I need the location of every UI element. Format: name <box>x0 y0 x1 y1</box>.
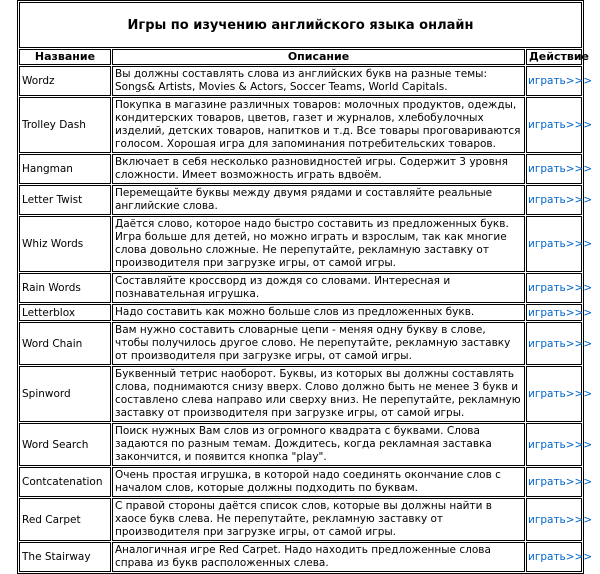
play-link[interactable]: играть>>> <box>528 388 593 400</box>
game-action-cell <box>526 97 593 153</box>
game-description: Вы должны составлять слова из английских букв на разные темы: Songs& Artists, Movies & Actors, Soccer Teams, World Capitals. <box>112 66 525 96</box>
game-action-cell <box>526 542 593 572</box>
game-action-cell <box>526 322 593 365</box>
game-description: Даётся слово, которое надо быстро составить из предложенных букв. Игра больше для детей, но можно играть и взрослым, так как многие слова довольно сложные. Не перепутайте, рекламную заставку от производителя при загрузке игры, от самой игры. <box>112 216 525 272</box>
game-name: Word Chain <box>19 322 111 365</box>
game-description: Включает в себя несколько разновидностей игры. Содержит 3 уровня сложности. Имеет возможность играть вдвоём. <box>112 154 525 184</box>
game-name: Letter Twist <box>19 185 111 215</box>
game-description: Составляйте кроссворд из дождя со словами. Интересная и познавательная игрушка. <box>112 273 525 303</box>
table-row <box>19 467 582 497</box>
table-row <box>19 423 582 466</box>
game-action-cell <box>526 423 593 466</box>
table-row <box>19 185 582 215</box>
table-row <box>19 66 582 96</box>
games-table <box>17 0 593 574</box>
table-row <box>19 322 582 365</box>
play-link[interactable]: играть>>> <box>528 282 593 294</box>
game-name: Contcatenation <box>19 467 111 497</box>
game-name: Red Carpet <box>19 498 111 541</box>
play-link[interactable]: играть>>> <box>528 476 593 488</box>
play-link[interactable]: играть>>> <box>528 551 593 563</box>
table-row <box>19 97 582 153</box>
play-link[interactable]: играть>>> <box>528 337 593 350</box>
game-description: Покупка в магазине различных товаров: молочных продуктов, одежды, кондитерских товаров, цветов, газет и журналов, хлебобулочных изделий, детских товаров, напитков и т.д. Все товары проговариваются голосом. Хорошая игра для запоминания потребительских товаров. <box>112 97 525 153</box>
game-name: Word Search <box>19 423 111 466</box>
game-description: Очень простая игрушка, в которой надо соединять окончание слов с началом слов, которые должны подходить по буквам. <box>112 467 525 497</box>
game-name: The Stairway <box>19 542 111 572</box>
game-action-cell <box>526 66 593 96</box>
game-name: Rain Words <box>19 273 111 303</box>
game-name: Letterblox <box>19 304 111 321</box>
play-link[interactable]: играть>>> <box>528 438 593 451</box>
table-row <box>19 273 582 303</box>
play-link[interactable]: играть>>> <box>528 513 593 526</box>
table-row <box>19 216 582 272</box>
play-link[interactable]: играть>>> <box>528 306 593 319</box>
table-row <box>19 154 582 184</box>
game-action-cell <box>526 498 593 541</box>
game-action-cell <box>526 216 593 272</box>
table-row <box>19 304 582 321</box>
game-description: Поиск нужных Вам слов из огромного квадрата с буквами. Слова задаются по разным темам. Дождитесь, когда рекламная заставка закончится, и появится кнопка "play". <box>112 423 525 466</box>
column-header-description: Описание <box>112 49 525 65</box>
page-title: Игры по изучению английского языка онлайн <box>19 2 582 48</box>
play-link[interactable]: играть>>> <box>528 119 593 131</box>
game-name: Spinword <box>19 366 111 422</box>
table-row <box>19 542 582 572</box>
title-row <box>19 2 582 48</box>
game-name: Hangman <box>19 154 111 184</box>
game-description: С правой стороны даётся список слов, которые вы должны найти в хаосе букв слева. Не перепутайте, рекламную заставку от производителя при загрузке игры, от самой игры. <box>112 498 525 541</box>
game-action-cell <box>526 304 593 321</box>
game-action-cell <box>526 273 593 303</box>
game-description: Надо составить как можно больше слов из предложенных букв. <box>112 304 525 321</box>
game-description: Перемещайте буквы между двумя рядами и составляйте реальные английские слова. <box>112 185 525 215</box>
play-link[interactable]: играть>>> <box>528 238 593 250</box>
column-header-action: Действие <box>526 49 582 65</box>
game-description: Аналогичная игре Red Carpet. Надо находить предложенные слова справа из букв расположенных слева. <box>112 542 525 572</box>
game-description: Вам нужно составить словарные цепи - меняя одну букву в слове, чтобы получилось другое слово. Не перепутайте, рекламную заставку от производителя при загрузке игры, от самой игры. <box>112 322 525 365</box>
play-link[interactable]: играть>>> <box>528 194 593 206</box>
play-link[interactable]: играть>>> <box>528 75 593 87</box>
column-header-name: Название <box>19 49 111 65</box>
header-row <box>19 49 582 65</box>
game-description: Буквенный тетрис наоборот. Буквы, из которых вы должны составлять слова, поднимаются снизу вверх. Слово должно быть не менее 3 букв и составлено слева направо или сверху вниз. Не перепутайте, рекламную заставку от производителя при загрузке игры, от самой игры. <box>112 366 525 422</box>
play-link[interactable]: играть>>> <box>528 163 593 175</box>
game-action-cell <box>526 366 593 422</box>
table-row <box>19 498 582 541</box>
game-action-cell <box>526 185 593 215</box>
game-action-cell <box>526 154 593 184</box>
game-action-cell <box>526 467 593 497</box>
game-name: Wordz <box>19 66 111 96</box>
game-name: Trolley Dash <box>19 97 111 153</box>
game-name: Whiz Words <box>19 216 111 272</box>
table-row <box>19 366 582 422</box>
